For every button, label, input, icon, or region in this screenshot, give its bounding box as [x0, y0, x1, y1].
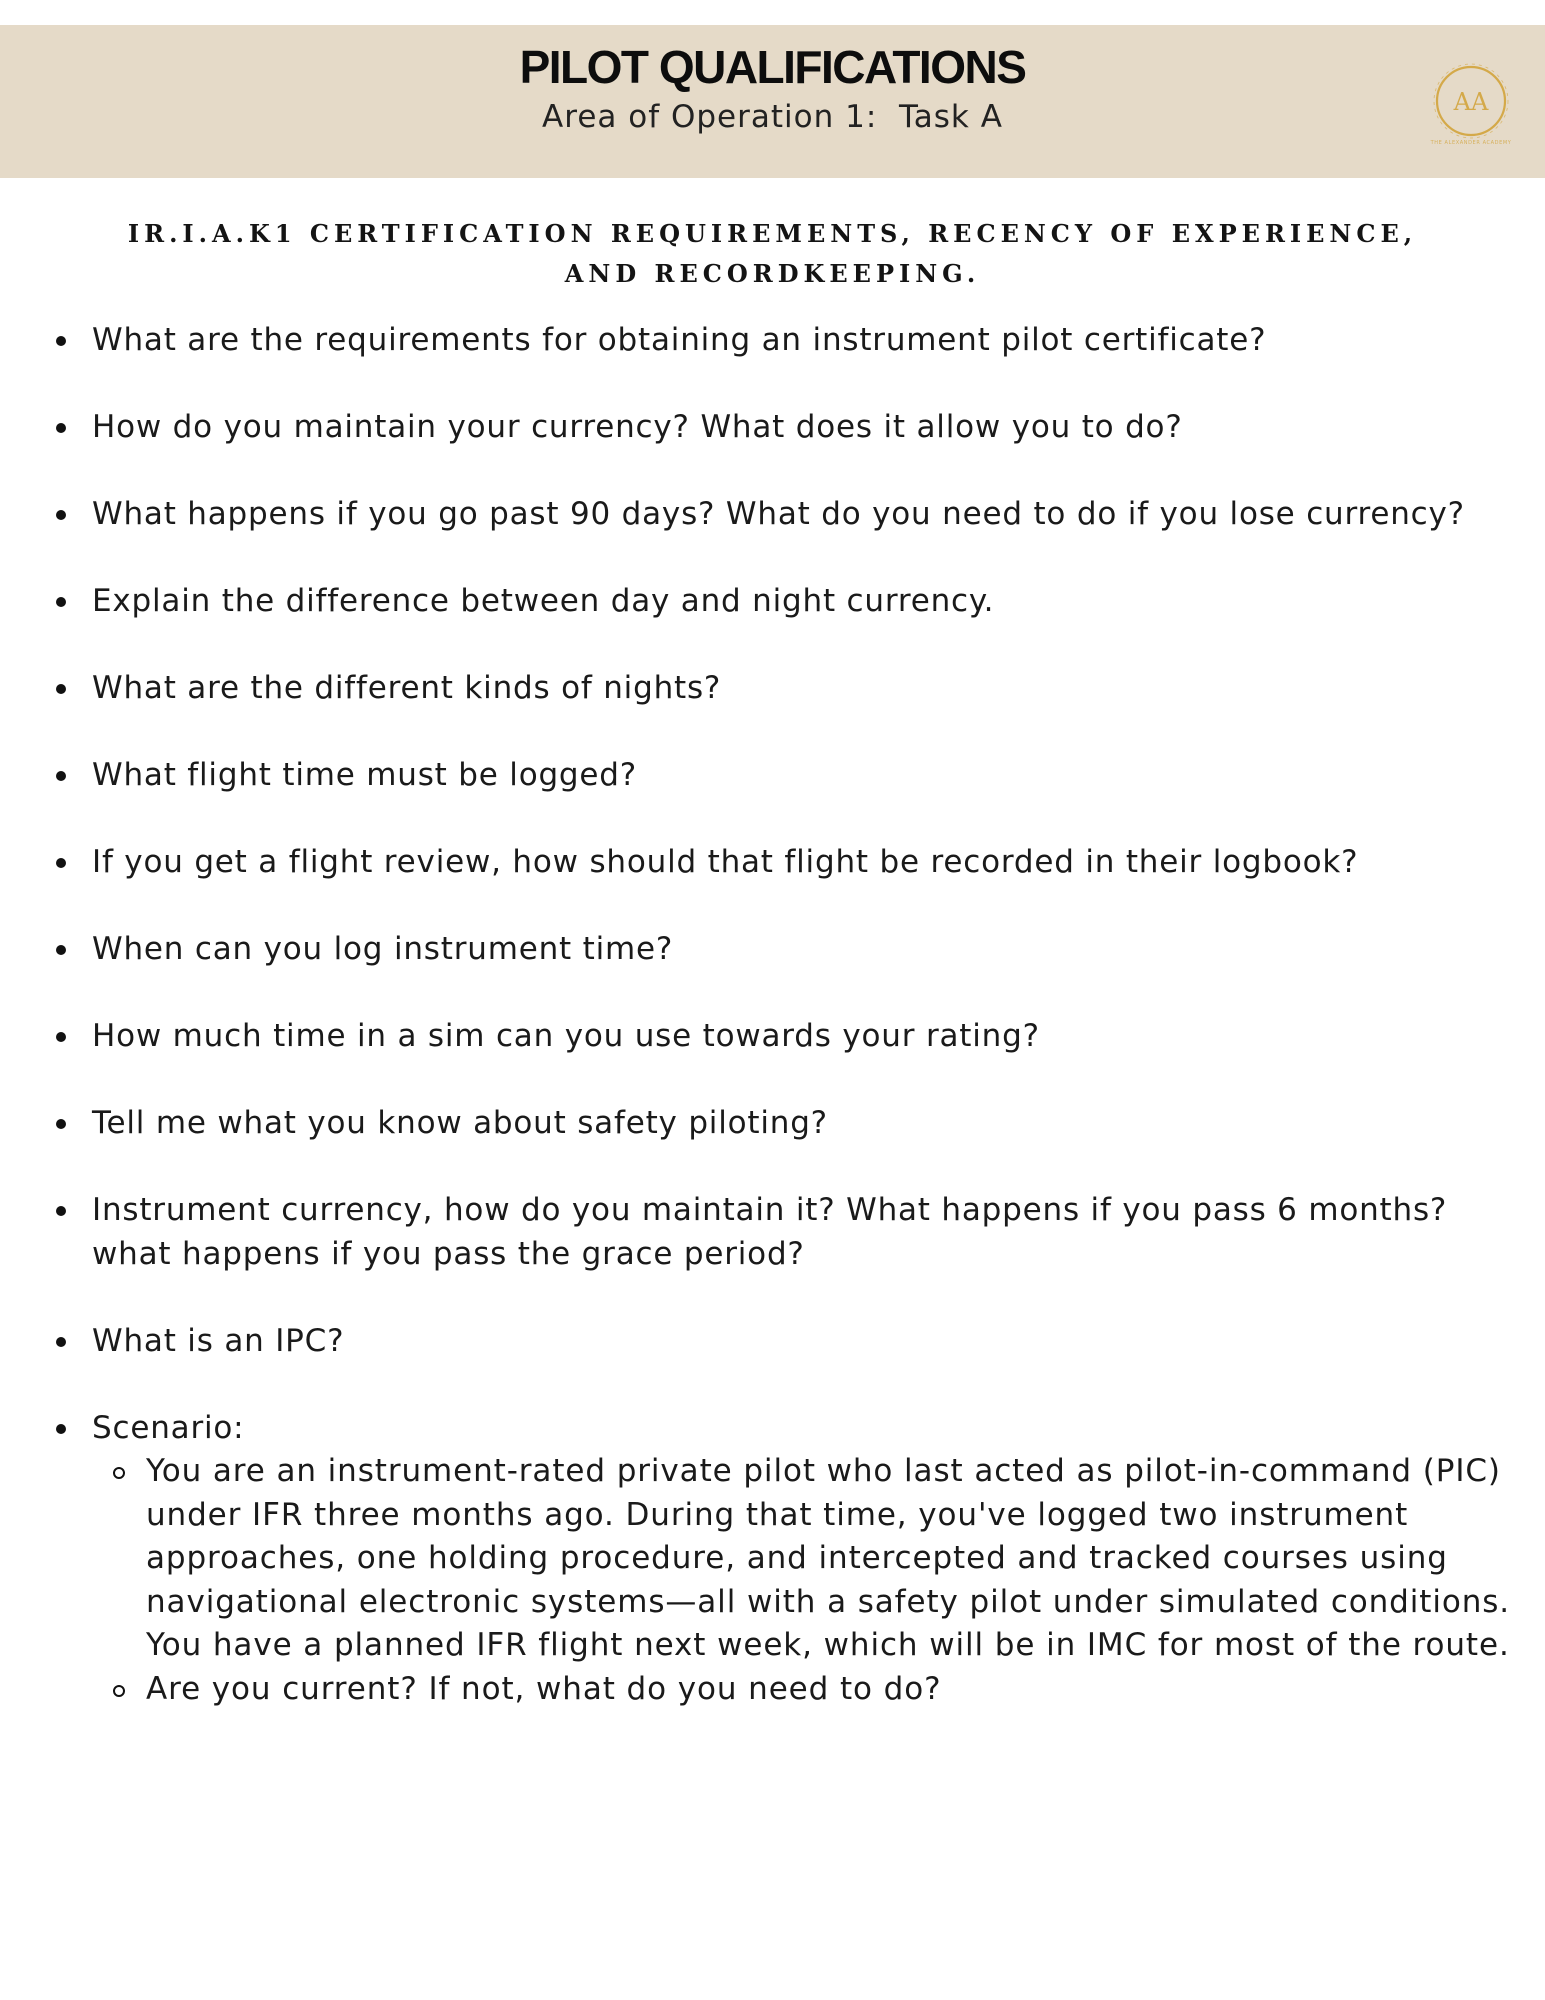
scenario-sublist: [92, 1450, 1512, 1711]
list-item: How much time in a sim can you use towards your rating?: [92, 1014, 1512, 1058]
scenario-label: Scenario:: [92, 1410, 245, 1446]
list-item: Instrument currency, how do you maintain it? What happens if you pass 6 months? what happens if you pass the grace period?: [92, 1188, 1512, 1276]
scenario-subitem: Are you current? If not, what do you need to do?: [146, 1668, 1512, 1712]
section-heading: IR.I.A.K1 CERTIFICATION REQUIREMENTS, RECENCY OF EXPERIENCE, AND RECORDKEEPING.: [127, 219, 1418, 288]
list-item: When can you log instrument time?: [92, 927, 1512, 971]
page-title: PILOT QUALIFICATIONS: [519, 41, 1026, 93]
list-item: Explain the difference between day and night currency.: [92, 579, 1512, 623]
list-item: What is an IPC?: [92, 1319, 1512, 1363]
list-item: If you get a flight review, how should that flight be recorded in their logbook?: [92, 840, 1512, 884]
question-list: [92, 318, 1512, 1754]
list-item: How do you maintain your currency? What does it allow you to do?: [92, 405, 1512, 449]
logo-tagline: THE ALEXANDER ACADEMY: [1430, 140, 1512, 145]
list-item: What are the different kinds of nights?: [92, 666, 1512, 710]
academy-logo: [1430, 63, 1512, 145]
page-subtitle: Area of Operation 1: Task A: [542, 99, 1003, 135]
scenario-item: [92, 1406, 1512, 1711]
list-item: Tell me what you know about safety piloting?: [92, 1101, 1512, 1145]
list-item: What are the requirements for obtaining an instrument pilot certificate?: [92, 318, 1512, 362]
list-item: What flight time must be logged?: [92, 753, 1512, 797]
scenario-subitem: You are an instrument-rated private pilot who last acted as pilot-in-command (PIC) under IFR three months ago. During that time, you've logged two instrument approaches, one holding procedure, and intercepted and tracked courses using navigational electronic systems—all with a safety pilot under simulated conditions. You have a planned IFR flight next week, which will be in IMC for most of the route.: [146, 1450, 1512, 1668]
list-item: What happens if you go past 90 days? What do you need to do if you lose currency?: [92, 492, 1512, 536]
logo-monogram: AA: [1453, 88, 1489, 116]
